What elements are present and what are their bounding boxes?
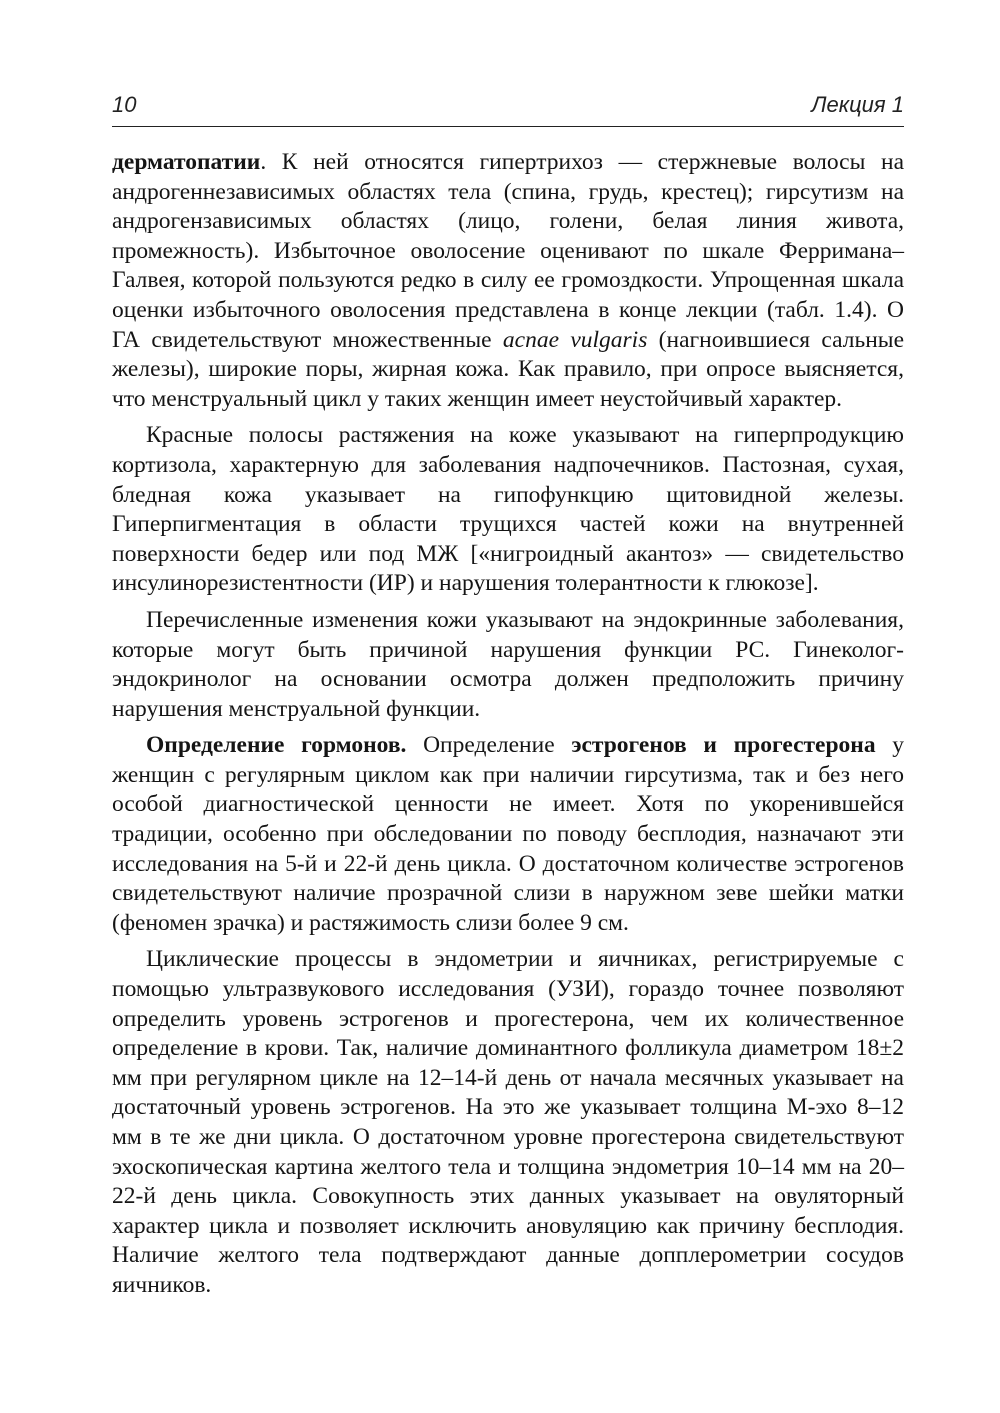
- body-text: [112, 148, 904, 1301]
- paragraph-4: [112, 731, 904, 938]
- header-rule: [112, 126, 904, 127]
- term-dermatopathy: дерматопатии: [112, 149, 261, 175]
- section-title: Лекция 1: [811, 92, 904, 117]
- paragraph-3: Перечисленные изменения кожи указывают на эндокринные заболевания, которые могут быть причиной нарушения функции РС. Гинеколог-эндокринолог на основании осмотра должен предположить причину нарушения менструальной функции.: [112, 606, 904, 722]
- paragraph-2: Красные полосы растяжения на коже указывают на гиперпродукцию кортизола, характерную для заболевания надпочечников. Пастозная, сухая, бледная кожа указывает на гипофункцию щитовидной железы. Гиперпигментация в области трущихся частей кожи на внутренней поверхности бедер или под МЖ [«нигроидный акантоз» — свидетельство инсулинорезистентности (ИР) и нарушения толерантности к глюкозе].: [112, 422, 904, 597]
- paragraph-1-text-a: . К ней относятся гипертрихоз — стержневые волосы на андрогеннезависимых областях тела (спина, грудь, крестец); гирсутизм на андрогензависимых областях (лицо, голени, белая линия живота, промежность). Избыточное оволосение оценивают по шкале Ферримана–Галвея, которой пользуются редко в силу ее громоздкости. Упрощенная шкала оценки избыточного оволосения представлена в конце лекции (табл. 1.4). О ГА свидетельствуют множественные: [112, 149, 904, 353]
- latin-term: acnae vulgaris: [502, 326, 648, 353]
- section-heading-hormones: Определение гормонов.: [146, 732, 407, 759]
- paragraph-1-text-b: (нагноившиеся сальные железы), широкие поры, жирная кожа. Как правило, при опросе выясняется, что менструальный цикл у таких женщин имеет неустойчивый характер.: [112, 326, 905, 412]
- running-header: [112, 92, 904, 118]
- page-number: 10: [112, 92, 137, 117]
- paragraph-4-text-b: у женщин с регулярным циклом как при наличии гирсутизма, так и без него особой диагностической ценности не имеет. Хотя по укоренившейся традиции, особенно при обследовании по поводу бесплодия, назначают эти исследования на 5-й и 22-й день цикла. О достаточном количестве эстрогенов свидетельствуют наличие прозрачной слизи в наружном зеве шейки матки (феномен зрачка) и растяжимость слизи более 9 см.: [112, 732, 905, 936]
- paragraph-5: Циклические процессы в эндометрии и яичниках, регистрируемые с помощью ультразвукового исследования (УЗИ), гораздо точнее позволяют определить уровень эстрогенов и прогестерона, чем их количественное определение в крови. Так, наличие доминантного фолликула диаметром 18±2 мм при регулярном цикле на 12–14-й день от начала месячных указывает на достаточный уровень эстрогенов. На это же указывает толщина М-эхо 8–12 мм в те же дни цикла. О достаточном уровне прогестерона свидетельствуют эхоскопическая картина желтого тела и толщина эндометрия 10–14 мм на 20–22-й день цикла. Совокупность этих данных указывает на овуляторный характер цикла и позволяет исключить ановуляцию как причину бесплодия. Наличие желтого тела подтверждают данные допплерометрии сосудов яичников.: [112, 946, 904, 1298]
- paragraph-1: [112, 148, 904, 414]
- paragraph-4-text-a: Определение: [406, 732, 572, 759]
- term-estrogen-progesterone: эстрогенов и прогестерона: [571, 732, 876, 759]
